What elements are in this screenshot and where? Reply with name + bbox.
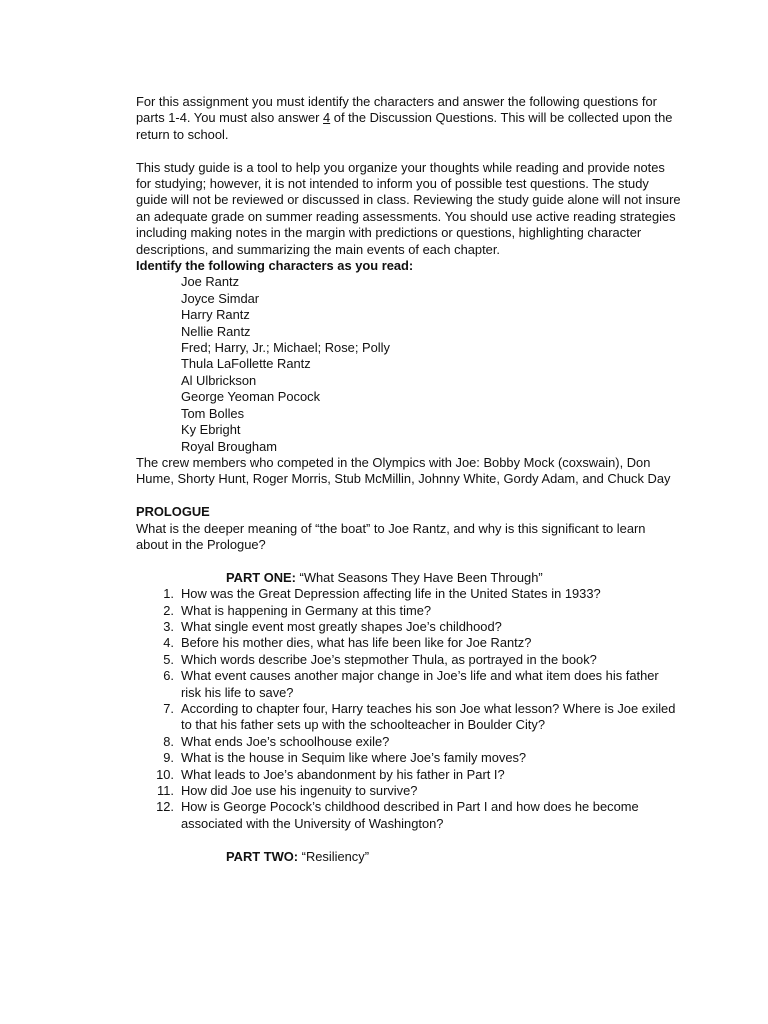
question-item: 2. What is happening in Germany at this time?	[163, 602, 432, 618]
question-item: 5. Which words describe Joe’s stepmother Thula, as portrayed in the book?	[163, 651, 597, 667]
character-item: Joyce Simdar	[181, 290, 260, 306]
document-page	[136, 94, 681, 865]
question-item: 4. Before his mother dies, what has life been like for Joe Rantz?	[163, 635, 532, 651]
character-item: Fred; Harry, Jr.; Michael; Rose; Polly	[181, 340, 390, 356]
question-item: 6. What event causes another major change in Joe’s life and what item does his father risk his life to save?	[163, 668, 659, 700]
question-item: 8. What ends Joe’s schoolhouse exile?	[163, 733, 390, 749]
character-item: Harry Rantz	[181, 307, 250, 323]
crew-members-text: The crew members who competed in the Olympics with Joe: Bobby Mock (coxswain), Don Hume, Shorty Hunt, Roger Morris, Stub McMillin, Johnny White, Gordy Adam, and Chuck Day	[136, 454, 671, 487]
prologue-heading: PROLOGUE	[136, 504, 210, 520]
character-item: Tom Bolles	[181, 405, 245, 421]
character-item: Nellie Rantz	[181, 323, 251, 339]
character-item: Al Ulbrickson	[181, 372, 257, 388]
question-item: 3. What single event most greatly shapes Joe’s childhood?	[163, 618, 502, 634]
character-list	[136, 274, 681, 454]
study-guide-paragraph: This study guide is a tool to help you organize your thoughts while reading and provide notes for studying; however, it is not intended to inform you of possible test questions. The study guide will not be reviewed or discussed in class. Reviewing the study guide alone will not insure an adequate grade on summer reading assessments. You should use active reading strategies including making notes in the margin with predictions or questions, highlighting character descriptions, and summarizing the main events of each chapter.	[136, 159, 681, 257]
question-item: 10. What leads to Joe’s abandonment by his father in Part I?	[156, 766, 505, 782]
characters-heading: Identify the following characters as you read:	[136, 258, 414, 274]
character-item: George Yeoman Pocock	[181, 389, 321, 405]
intro-paragraph: For this assignment you must identify the characters and answer the following questions for parts 1-4. You must also answer 4 of the Discussion Questions. This will be collected upon the return to school.	[136, 94, 673, 142]
part-two-heading: PART TWO: “Resiliency”	[226, 848, 369, 864]
part-one-questions	[136, 586, 681, 832]
question-item: 12. How is George Pocock’s childhood described in Part I and how does he become associated with the University of Washington?	[156, 799, 639, 831]
prologue-question-line: about in the Prologue?	[136, 536, 266, 552]
character-item: Joe Rantz	[181, 274, 240, 290]
underlined-number: 4	[323, 110, 331, 126]
character-item: Thula LaFollette Rantz	[181, 356, 311, 372]
prologue-question-line: What is the deeper meaning of “the boat” to Joe Rantz, and why is this significant to learn	[136, 520, 646, 536]
question-item: 9. What is the house in Sequim like where Joe’s family moves?	[163, 750, 527, 766]
question-item: 1. How was the Great Depression affecting life in the United States in 1933?	[163, 586, 601, 602]
question-item: 7. According to chapter four, Harry teaches his son Joe what lesson? Where is Joe exiled to that his father sets up with the schoolteacher in Boulder City?	[163, 700, 676, 733]
character-item: Royal Brougham	[181, 438, 278, 454]
question-item: 11. How did Joe use his ingenuity to survive?	[157, 783, 418, 799]
character-item: Ky Ebright	[181, 422, 241, 438]
part-one-heading: PART ONE: “What Seasons They Have Been Through”	[226, 569, 543, 585]
